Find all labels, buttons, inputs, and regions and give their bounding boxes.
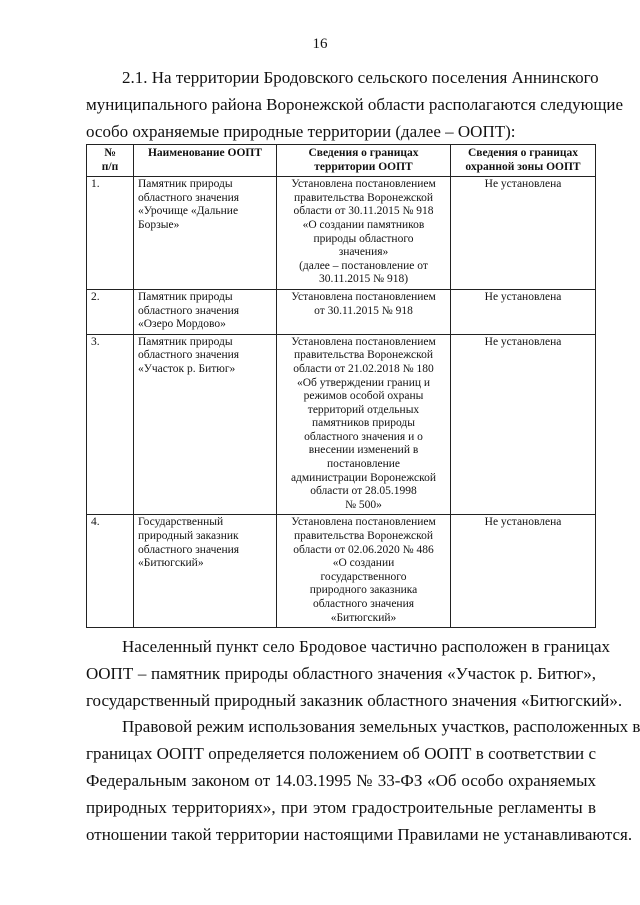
cell-zone: Не установлена bbox=[451, 289, 596, 334]
cell-name: Государственный природный заказник областного значения «Битюгский» bbox=[134, 515, 277, 628]
cell-zone: Не установлена bbox=[451, 515, 596, 628]
cell-zone: Не установлена bbox=[451, 334, 596, 515]
cell-num: 4. bbox=[87, 515, 134, 628]
cell-num: 3. bbox=[87, 334, 134, 515]
table-header-row bbox=[87, 145, 596, 177]
cell-num: 2. bbox=[87, 289, 134, 334]
intro-paragraph bbox=[86, 64, 624, 145]
legal-regime-paragraph bbox=[86, 713, 640, 848]
cell-borders: Установлена постановлением от 30.11.2015 № 918 bbox=[277, 289, 451, 334]
table-row bbox=[87, 177, 596, 290]
cell-num: 1. bbox=[87, 177, 134, 290]
header-borders: Сведения о границах территории ООПТ bbox=[277, 145, 451, 177]
cell-name: Памятник природы областного значения «Участок р. Битюг» bbox=[134, 334, 277, 515]
page-number: 16 bbox=[312, 36, 328, 52]
text-line: особо охраняемые природные территории (далее – ООПТ): bbox=[86, 122, 516, 141]
table-row bbox=[87, 289, 596, 334]
cell-borders: Установлена постановлением правительства Воронежской области от 21.02.2018 № 180 «Об утверждении границ и режимов особой охраны территорий отдельных памятников природы областного значения и о внесении изменений в постановление администрации Воронежской области от 28.05.1998 № 500» bbox=[277, 334, 451, 515]
text-line: границах ООПТ определяется положением об ООПТ в соответствии с bbox=[86, 744, 596, 763]
cell-zone: Не установлена bbox=[451, 177, 596, 290]
table-row bbox=[87, 515, 596, 628]
text-line: муниципального района Воронежской области располагаются следующие bbox=[86, 95, 624, 114]
text-line: природных территориях», при этом градостроительные регламенты в bbox=[86, 798, 596, 817]
text-line: Правовой режим использования земельных участков, расположенных в bbox=[122, 717, 640, 736]
cell-borders: Установлена постановлением правительства Воронежской области от 02.06.2020 № 486 «О создании государственного природного заказника областного значения «Битюгский» bbox=[277, 515, 451, 628]
text-line: государственный природный заказник областного значения «Битюгский». bbox=[86, 691, 623, 710]
text-line: ООПТ – памятник природы областного значения «Участок р. Битюг», bbox=[86, 664, 596, 683]
header-name: Наименование ООПТ bbox=[134, 145, 277, 177]
text-line: Федеральным законом от 14.03.1995 № 33-ФЗ «Об особо охраняемых bbox=[86, 771, 596, 790]
text-line: отношении такой территории настоящими Правилами не устанавливаются. bbox=[86, 825, 633, 844]
settlement-paragraph bbox=[86, 633, 623, 714]
cell-name: Памятник природы областного значения «Урочище «Дальние Борзые» bbox=[134, 177, 277, 290]
text-line: Населенный пункт село Бродовое частично расположен в границах bbox=[122, 637, 611, 656]
cell-borders: Установлена постановлением правительства Воронежской области от 30.11.2015 № 918 «О создании памятников природы областного значения» (далее – постановление от 30.11.2015 № 918) bbox=[277, 177, 451, 290]
cell-name: Памятник природы областного значения «Озеро Мордово» bbox=[134, 289, 277, 334]
table-row bbox=[87, 334, 596, 515]
oopt-table bbox=[86, 144, 596, 628]
header-num: № п/п bbox=[87, 145, 134, 177]
header-zone: Сведения о границах охранной зоны ООПТ bbox=[451, 145, 596, 177]
text-line: 2.1. На территории Бродовского сельского поселения Аннинского bbox=[122, 68, 599, 87]
